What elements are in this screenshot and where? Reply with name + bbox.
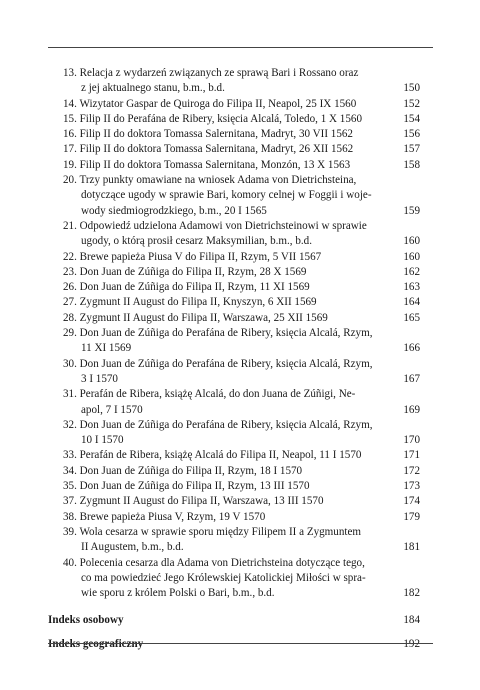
toc-entry: [48, 510, 420, 525]
toc-page-number: 174: [403, 495, 420, 508]
toc-entry: [48, 311, 420, 326]
toc-entry: [48, 525, 420, 556]
toc-entry-text: [48, 219, 388, 250]
toc-entry-line: 27. Zygmunt II August do Filipa II, Knyszyn, 6 XII 1569: [63, 296, 317, 309]
toc-page-number: 179: [403, 510, 420, 523]
toc-page-number: 166: [403, 342, 420, 355]
index-section: [48, 637, 420, 652]
toc-entry-line: 26. Don Juan de Zúñiga do Filipa II, Rzym, 11 XI 1569: [63, 281, 310, 294]
toc-entry-text: [48, 112, 388, 127]
toc-entry: [48, 66, 420, 97]
toc-entry: [48, 173, 420, 219]
toc-entry-text: [48, 142, 388, 157]
toc-entry: [48, 265, 420, 280]
toc-entry-line: 16. Filip II do doktora Tomassa Salernitana, Madryt, 30 VII 1562: [63, 128, 353, 141]
toc-entry: [48, 448, 420, 463]
toc-entry-line: 28. Zygmunt II August do Filipa II, Warszawa, 25 XII 1569: [63, 311, 328, 324]
toc-entry-text: [48, 311, 388, 326]
toc-entry-line: 29. Don Juan de Zúñiga do Perafána de Ribery, księcia Alcalá, Rzym,: [63, 327, 373, 340]
toc-entry-text: [48, 250, 388, 265]
toc-entry-text: [48, 265, 388, 280]
toc-entry-line: z jej aktualnego stanu, b.m., b.d.: [81, 82, 225, 95]
toc-entry: [48, 387, 420, 418]
toc-entry: [48, 494, 420, 509]
toc-page-number: 158: [403, 158, 420, 171]
toc-entry-line: 21. Odpowiedź udzielona Adamowi von Dietrichsteinowi w sprawie: [63, 219, 367, 232]
toc-page-number: 150: [403, 82, 420, 95]
bottom-rule: [48, 643, 433, 644]
toc-entry-line: 19. Filip II do doktora Tomassa Salernitana, Monzón, 13 X 1563: [63, 158, 351, 171]
toc-entry-text: [48, 525, 388, 556]
index-section-title: Indeks osobowy: [48, 614, 124, 627]
toc-entry-text: [48, 158, 388, 173]
toc-page-number: 165: [403, 311, 420, 324]
toc-entry-line: 31. Perafán de Ribera, książę Alcalá, do don Juana de Zúñigi, Ne-: [63, 388, 356, 401]
toc-entry-text: [48, 510, 388, 525]
toc-entry-text: [48, 295, 388, 310]
toc-entry-line: dotyczące ugody w sprawie Bari, komory celnej w Foggii i woje-: [81, 189, 372, 202]
index-section: [48, 613, 420, 628]
toc-entry: [48, 357, 420, 388]
toc-page-number: 167: [403, 372, 420, 385]
toc-entry-text: [48, 97, 388, 112]
toc-entry: [48, 219, 420, 250]
toc-entry-text: [48, 357, 388, 388]
top-rule: [48, 47, 433, 48]
toc-entry: [48, 142, 420, 157]
index-section-page: 184: [403, 614, 420, 627]
toc-entry: [48, 127, 420, 142]
toc-entry-line: 38. Brewe papieża Piusa V, Rzym, 19 V 1570: [63, 510, 266, 523]
toc-entry-line: co ma powiedzieć Jego Królewskiej Katolickiej Miłości w spra-: [81, 571, 366, 584]
toc-entry-line: 22. Brewe papieża Piusa V do Filipa II, Rzym, 5 VII 1567: [63, 250, 322, 263]
toc-entry-text: [48, 66, 388, 97]
toc-entry-line: 20. Trzy punkty omawiane na wniosek Adama von Dietrichsteina,: [63, 174, 357, 187]
toc-entry: [48, 326, 420, 357]
toc-entry: [48, 418, 420, 449]
toc-entry-text: [48, 464, 388, 479]
toc-entry-line: 10 I 1570: [81, 434, 124, 447]
toc-entry-text: [48, 556, 388, 602]
toc-page-number: 156: [403, 128, 420, 141]
toc-page-number: 159: [403, 204, 420, 217]
toc-entry-text: [48, 173, 388, 219]
index-section-page: [403, 637, 420, 652]
toc-page-number: 154: [403, 112, 420, 125]
toc-page-number: 172: [403, 464, 420, 477]
toc-entry-line: 32. Don Juan de Zúñiga do Perafána de Ribery, księcia Alcalá, Rzym,: [63, 418, 373, 431]
toc-entry-line: ugody, o którą prosił cesarz Maksymilian, b.m., b.d.: [81, 235, 312, 248]
toc-entry-line: 13. Relacja z wydarzeń związanych ze sprawą Bari i Rossano oraz: [63, 67, 359, 79]
toc-entry-line: 15. Filip II do Perafána de Ribery, księcia Alcalá, Toledo, 1 X 1560: [63, 112, 362, 125]
toc-entry-text: [48, 479, 388, 494]
toc-entry: [48, 112, 420, 127]
toc-entry: [48, 556, 420, 602]
toc-entry-text: [48, 387, 388, 418]
toc-entry-line: 40. Polecenia cesarza dla Adama von Dietrichsteina dotyczące tego,: [63, 556, 365, 569]
toc-page-number: 171: [403, 449, 420, 462]
toc-entry-line: 14. Wizytator Gaspar de Quiroga do Filipa II, Neapol, 25 IX 1560: [63, 97, 357, 110]
toc-entry-line: wie sporu z królem Polski o Bari, b.m., b.d.: [81, 587, 275, 600]
toc-entry-line: 39. Wola cesarza w sprawie sporu między Filipem II a Zygmuntem: [63, 525, 362, 538]
toc-entry-text: [48, 280, 388, 295]
toc-entry: [48, 158, 420, 173]
toc-entry: [48, 295, 420, 310]
toc-page-number: 157: [403, 143, 420, 156]
toc-page-number: 169: [403, 403, 420, 416]
toc-entry-line: 34. Don Juan de Zúñiga do Filipa II, Rzym, 18 I 1570: [63, 464, 303, 477]
toc-entry-text: [48, 448, 388, 463]
table-of-contents: [48, 66, 420, 652]
toc-entry-line: apol, 7 I 1570: [81, 403, 143, 416]
toc-page-number: 173: [403, 480, 420, 493]
toc-entry: [48, 280, 420, 295]
toc-page-number: 164: [403, 296, 420, 309]
toc-entry-line: 30. Don Juan de Zúñiga do Perafána de Ribery, księcia Alcalá, Rzym,: [63, 357, 373, 370]
index-section-title: [48, 637, 143, 652]
toc-page-number: 160: [403, 235, 420, 248]
toc-page-number: 181: [403, 541, 420, 554]
toc-entry-line: 37. Zygmunt II August do Filipa II, Warszawa, 13 III 1570: [63, 495, 324, 508]
toc-entry-text: [48, 418, 388, 449]
toc-page-number: 152: [403, 97, 420, 110]
toc-page-number: 170: [403, 434, 420, 447]
toc-entry-text: [48, 494, 388, 509]
toc-page-number: 160: [403, 250, 420, 263]
toc-entry-line: 35. Don Juan de Zúñiga do Filipa II, Rzym, 13 III 1570: [63, 480, 310, 493]
toc-entry-line: 3 I 1570: [81, 372, 118, 385]
toc-entry: [48, 479, 420, 494]
toc-entry-line: II Augustem, b.m., b.d.: [81, 541, 184, 554]
toc-entry-line: wody siedmiogrodzkiego, b.m., 20 I 1565: [81, 204, 267, 217]
toc-entry-line: 33. Perafán de Ribera, książę Alcalá do Filipa II, Neapol, 11 I 1570: [63, 449, 362, 462]
toc-page-number: 162: [403, 265, 420, 278]
toc-entry: [48, 97, 420, 112]
toc-entry-text: [48, 127, 388, 142]
toc-entry-line: 11 XI 1569: [81, 342, 132, 355]
toc-entry-line: 17. Filip II do doktora Tomassa Salernitana, Madryt, 26 XII 1562: [63, 143, 354, 156]
toc-entry: [48, 250, 420, 265]
toc-page-number: 182: [403, 587, 420, 600]
toc-entry-line: 23. Don Juan de Zúñiga do Filipa II, Rzym, 28 X 1569: [63, 265, 307, 278]
toc-entry-text: [48, 326, 388, 357]
toc-page-number: 163: [403, 281, 420, 294]
toc-entry: [48, 464, 420, 479]
